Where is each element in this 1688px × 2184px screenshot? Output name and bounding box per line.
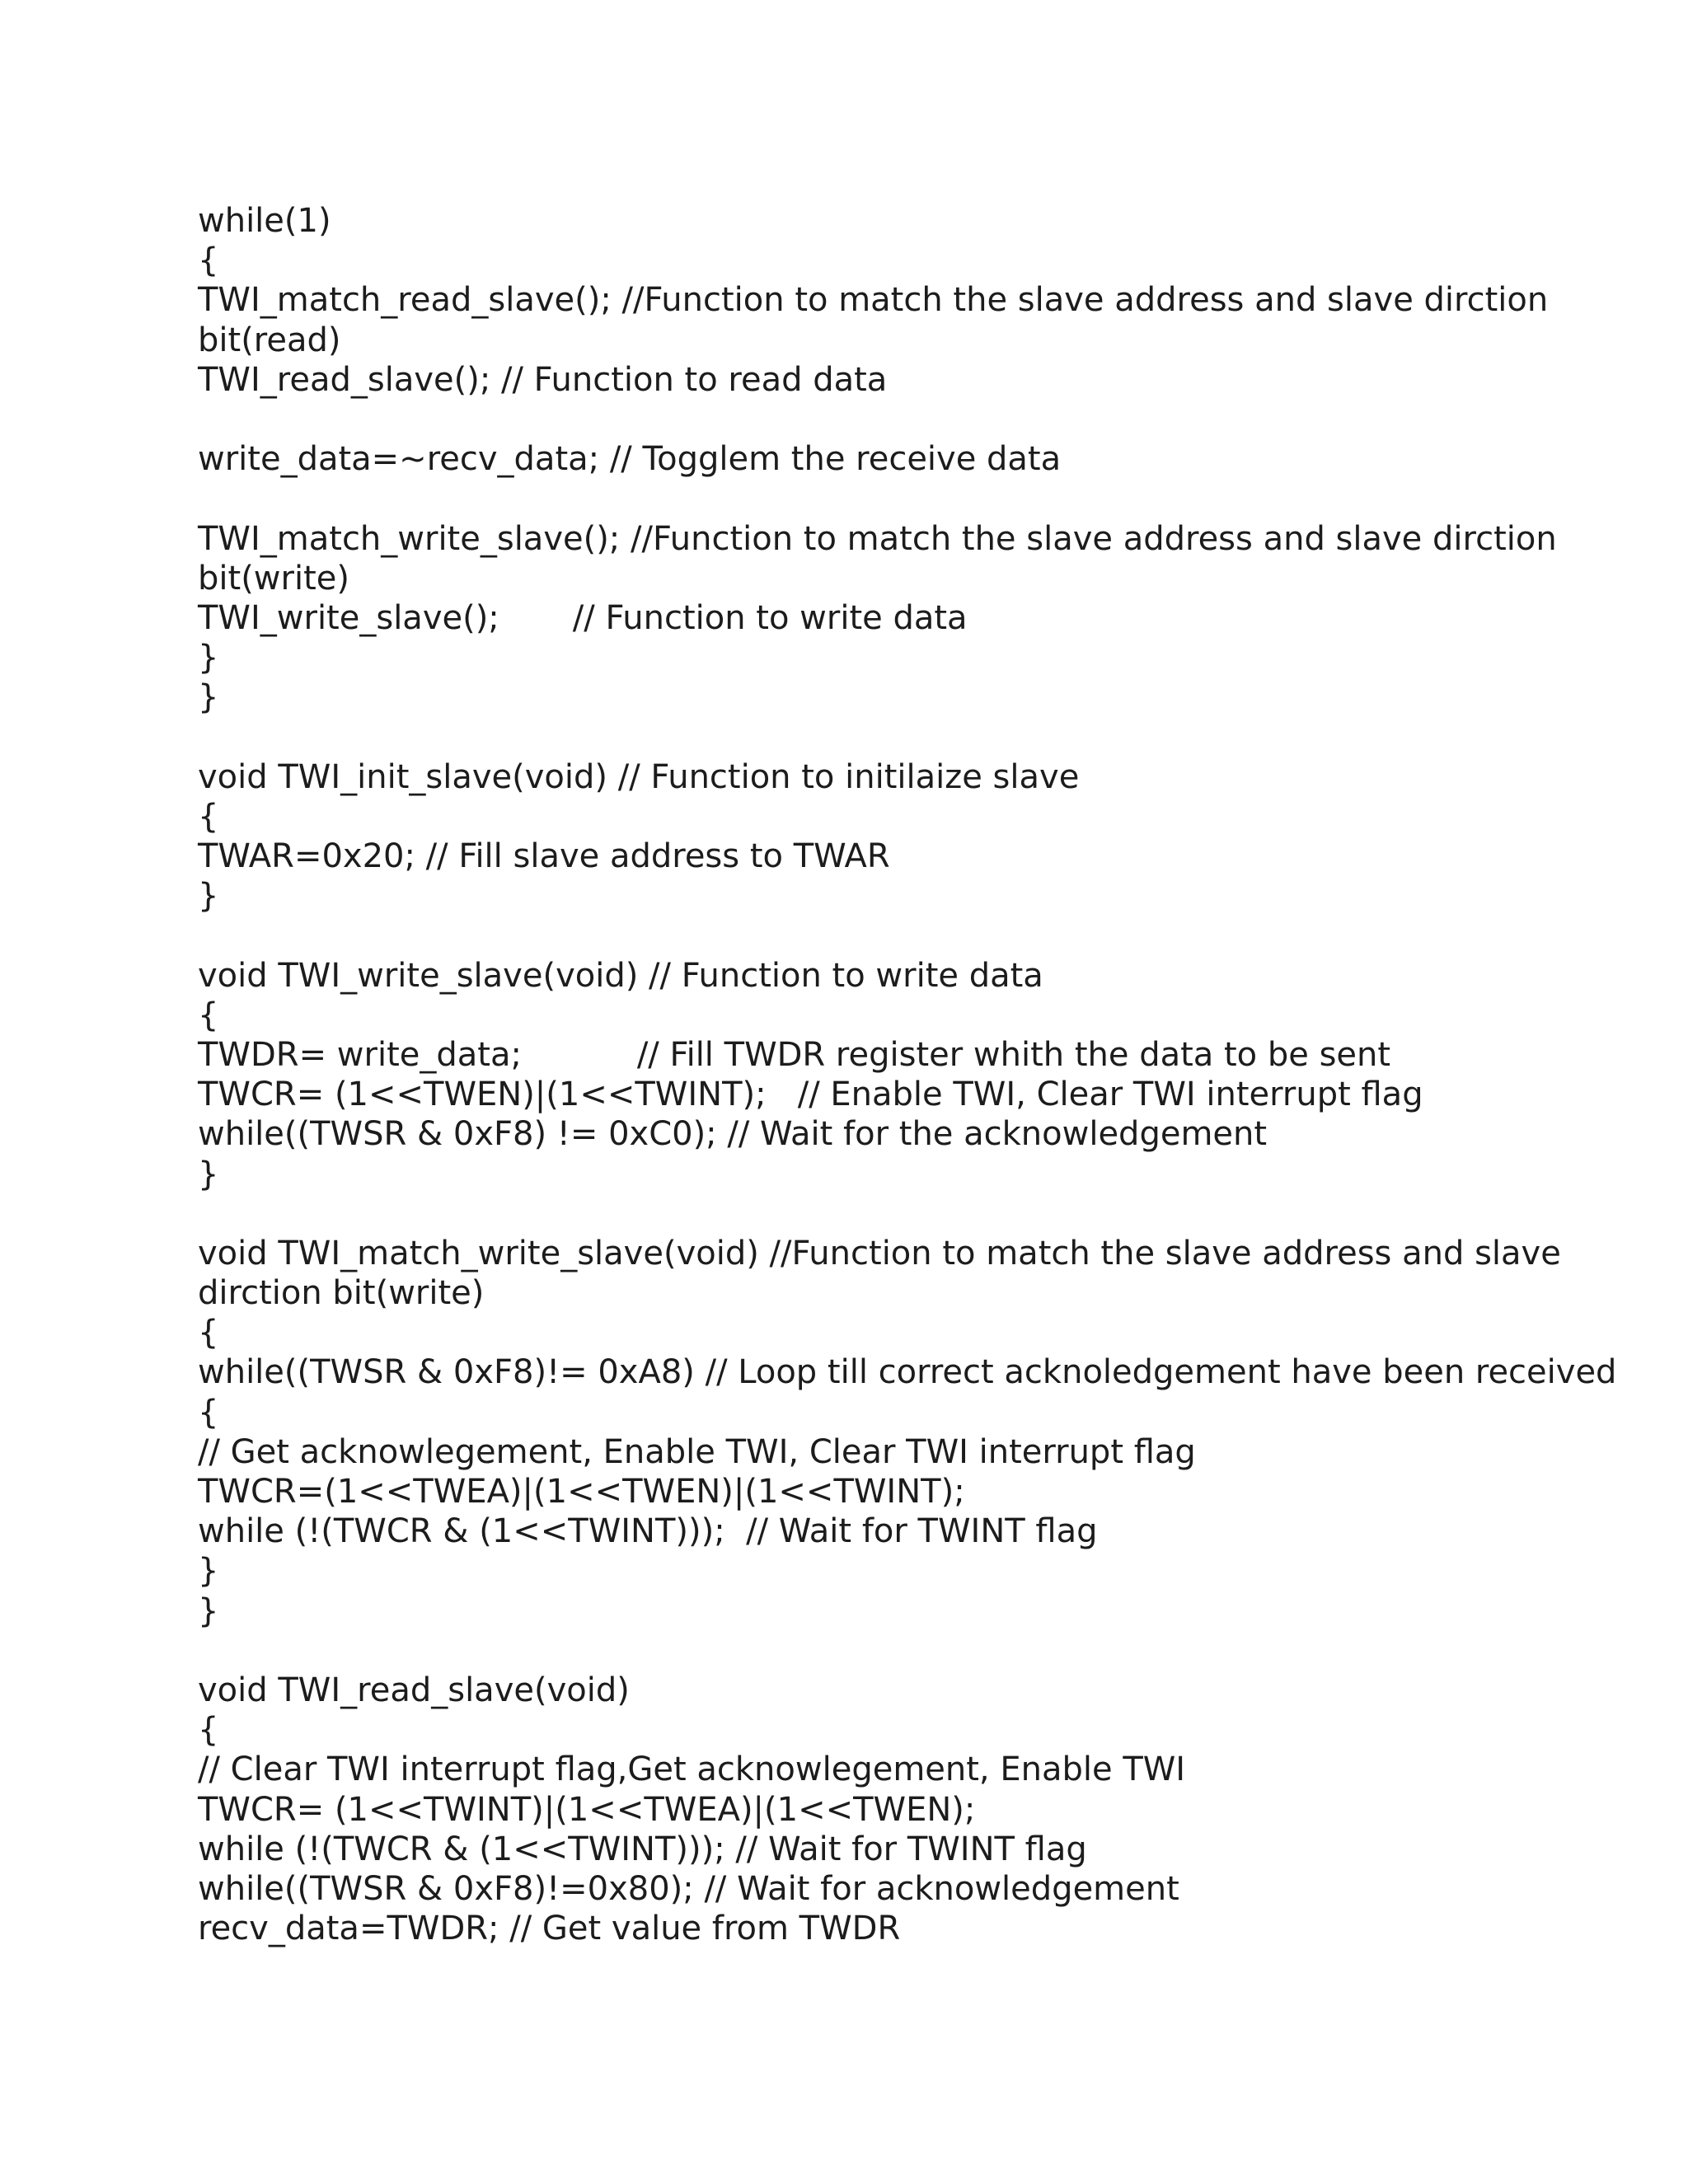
code-line: } [198,1552,219,1591]
code-line: while((TWSR & 0xF8) != 0xC0); // Wait for the acknowledgement [198,1115,1268,1154]
code-line: { [198,241,219,280]
code-line: while((TWSR & 0xF8)!=0x80); // Wait for acknowledgement [198,1869,1179,1908]
blank-line [198,400,1484,439]
code-line: } [198,1155,219,1193]
code-line: bit(read) [198,321,341,359]
code-line: TWCR= (1<<TWEN)|(1<<TWINT); // Enable TWI, Clear TWI interrupt flag [198,1076,1423,1114]
code-line: // Get acknowlegement, Enable TWI, Clear TWI interrupt flag [198,1432,1196,1471]
code-line: while(1) [198,202,331,240]
code-line: void TWI_init_slave(void) // Function to initilaize slave [198,757,1080,796]
code-line: } [198,678,219,717]
blank-line [198,1631,1484,1671]
code-line: { [198,797,219,836]
code-line: { [198,1393,219,1432]
code-line: while((TWSR & 0xF8)!= 0xA8) // Loop till correct acknoledgement have been received [198,1353,1617,1392]
code-line: } [198,1591,219,1630]
code-line: TWDR= write_data; // Fill TWDR register whith the data to be sent [198,1035,1391,1074]
code-line: while (!(TWCR & (1<<TWINT))); // Wait for TWINT flag [198,1830,1087,1868]
blank-line [198,1194,1484,1234]
code-line: bit(write) [198,559,349,598]
code-line: TWAR=0x20; // Fill slave address to TWAR [198,837,890,875]
code-line: // Clear TWI interrupt flag,Get acknowlegement, Enable TWI [198,1750,1186,1789]
code-line: TWI_match_read_slave(); //Function to match the slave address and slave dirction [198,281,1549,320]
code-line: { [198,996,219,1034]
code-line: TWCR=(1<<TWEA)|(1<<TWEN)|(1<<TWINT); [198,1473,965,1511]
code-line: while (!(TWCR & (1<<TWINT))); // Wait for TWINT flag [198,1512,1098,1551]
blank-line [198,916,1484,955]
blank-line [198,717,1484,757]
code-line: { [198,1711,219,1750]
code-line: void TWI_match_write_slave(void) //Function to match the slave address and slave [198,1234,1561,1272]
code-line: void TWI_write_slave(void) // Function to write data [198,956,1043,995]
code-line: TWI_write_slave(); // Function to write data [198,598,968,637]
code-line: } [198,639,219,677]
code-line: void TWI_read_slave(void) [198,1671,630,1709]
code-line: { [198,1314,219,1352]
code-line: TWI_match_write_slave(); //Function to match the slave address and slave dirction [198,519,1557,558]
code-listing [198,201,1617,1948]
code-line: TWCR= (1<<TWINT)|(1<<TWEA)|(1<<TWEN); [198,1790,976,1829]
blank-line [198,479,1484,518]
code-line: TWI_read_slave(); // Function to read data [198,360,888,399]
code-line: } [198,877,219,916]
code-line: dirction bit(write) [198,1274,485,1313]
code-line: recv_data=TWDR; // Get value from TWDR [198,1910,901,1948]
code-line: write_data=~recv_data; // Togglem the receive data [198,440,1062,479]
